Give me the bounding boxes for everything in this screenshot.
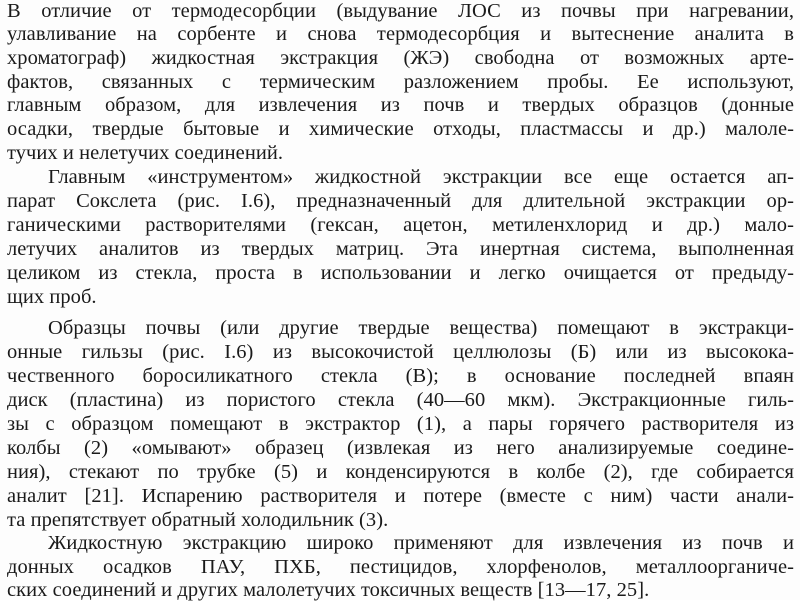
text-line: Жидкостную экстракцию широко применяют для извлечения из почв и [48, 532, 794, 554]
text-line: диск (пластина) из пористого стекла (40—60 мкм). Экстракционные гиль- [7, 389, 794, 411]
text-line: Главным «инструментом» жидкостной экстракции все еще остается ап- [48, 166, 794, 188]
text-line: щих проб. [7, 286, 97, 308]
text-line: та препятствует обратный холодильник (3). [7, 509, 389, 531]
text-line: ния), стекают по трубке (5) и конденсируются в колбе (2), где собирается [7, 461, 794, 483]
text-line: В отличие от термодесорбции (выдувание ЛОС из почвы при нагревании, [7, 0, 794, 22]
text-line: колбы (2) «омывают» образец (извлекая из него анализируемые соедине- [7, 437, 794, 459]
text-line: фактов, связанных с термическим разложением пробы. Ее используют, [7, 71, 794, 93]
text-line: Образцы почвы (или другие твердые вещества) помещают в экстракци- [48, 317, 794, 339]
text-line: онные гильзы (рис. I.6) из высокочистой целлюлозы (Б) или из высокока- [7, 341, 794, 363]
text-line: ганическими растворителями (гексан, ацетон, метиленхлорид и др.) мало- [7, 214, 794, 236]
text-line: целиком из стекла, проста в использовании и легко очищается от предыду- [7, 262, 794, 284]
text-line: ских соединений и других малолетучих токсичных веществ [13—17, 25]. [7, 579, 650, 601]
text-line: летучих аналитов из твердых матриц. Эта инертная система, выполненная [7, 238, 794, 260]
text-line: хроматограф) жидкостная экстракция (ЖЭ) свободна от возможных арте- [7, 47, 794, 69]
text-line: парат Сокслета (рис. I.6), предназначенный для длительной экстракции ор- [7, 190, 794, 212]
text-line: осадки, твердые бытовые и химические отходы, пластмассы и др.) малоле- [7, 118, 794, 140]
text-line: аналит [21]. Испарению растворителя и потере (вместе с ним) части анали- [7, 485, 794, 507]
text-line: главным образом, для извлечения из почв и твердых образцов (донные [7, 94, 794, 116]
text-line: улавливание на сорбенте и снова термодесорбция и вытеснение аналита в [7, 23, 794, 45]
text-line: донных осадков ПАУ, ПХБ, пестицидов, хлорфенолов, металлоорганиче- [7, 556, 794, 578]
text-line: зы с образцом помещают в экстрактор (1), а пары горячего растворителя из [7, 413, 794, 435]
text-line: чественного боросиликатного стекла (В); в основание последней впаян [7, 365, 794, 387]
text-line: тучих и нелетучих соединений. [7, 142, 284, 164]
